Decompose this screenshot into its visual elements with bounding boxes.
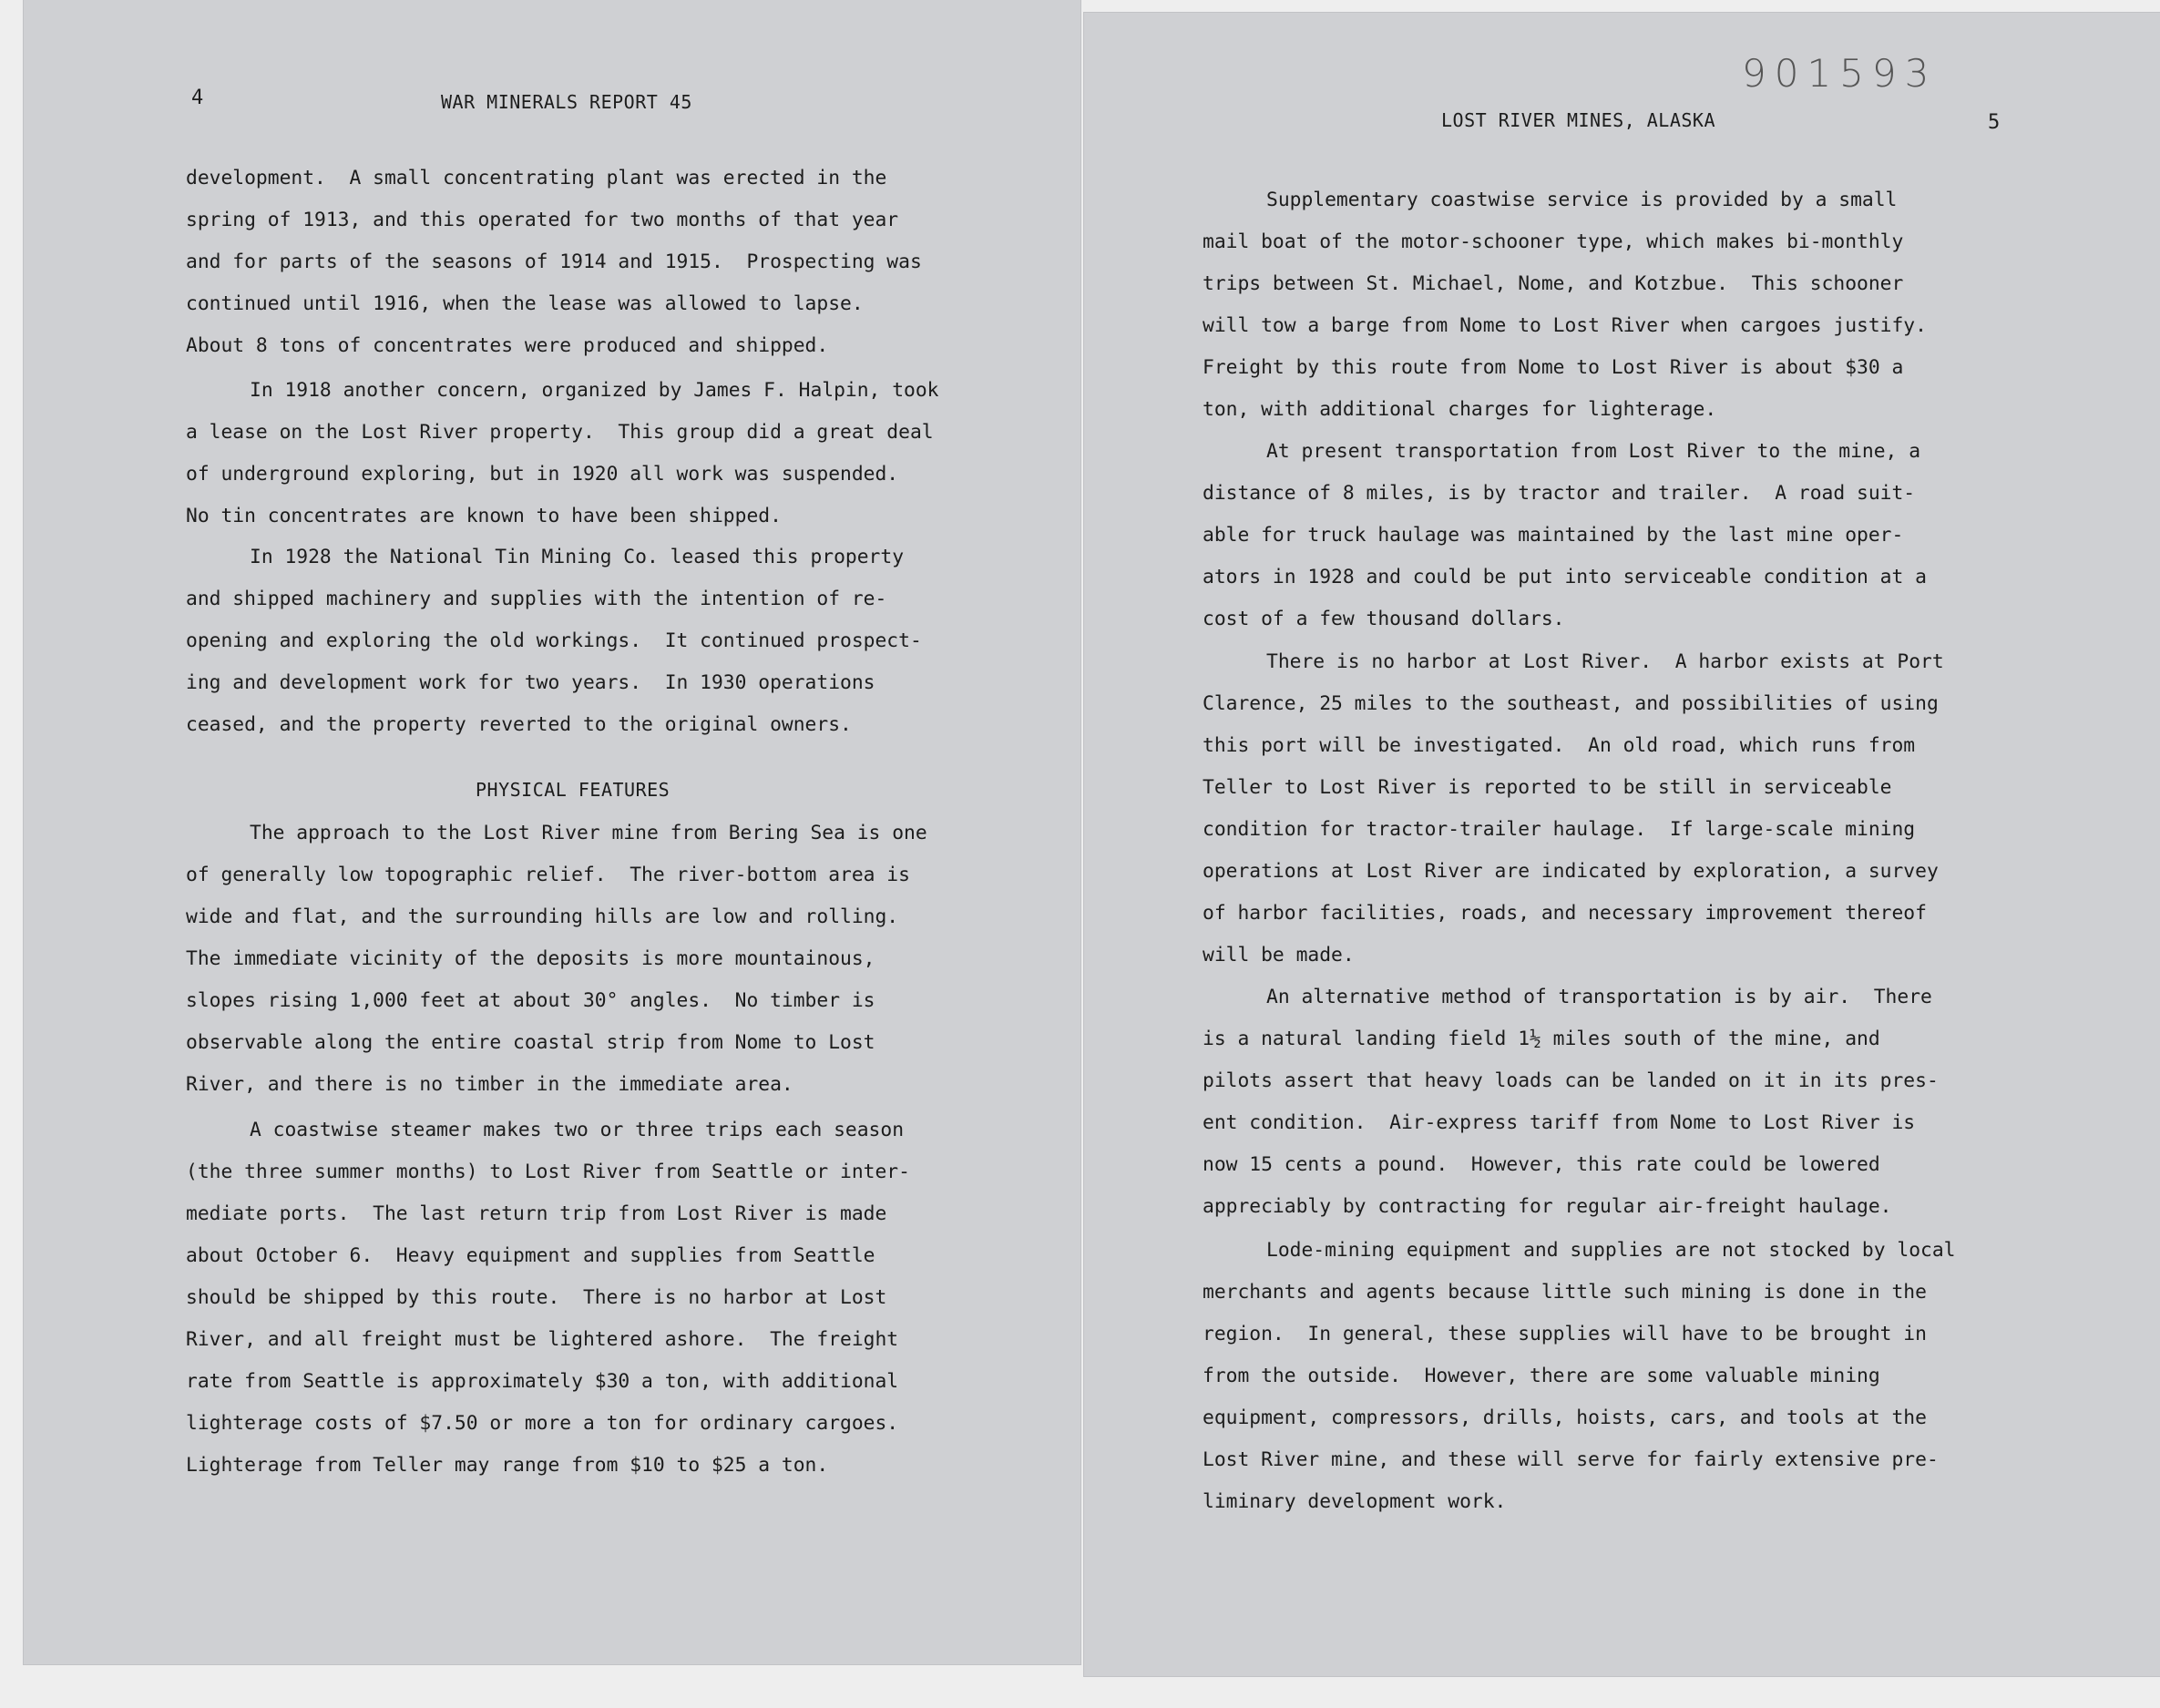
left-page [24,0,1080,1664]
running-head: WAR MINERALS REPORT 45 [441,91,692,113]
paragraph: In 1928 the National Tin Mining Co. leased this property and shipped machinery and supplies with the intention of re- opening and exploring the old workings. It continued prospect- ing and development work for two years. In 1930 operations ceased, and the property reverted to the original owners. [186,546,922,736]
paragraph: At present transportation from Lost River to the mine, a distance of 8 miles, is by tractor and trailer. A road suit- able for truck haulage was maintained by the last mine oper- ators in 1928 and could be put into serviceable condition at a cost of a few thousand dollars. [1203,440,1927,630]
page-number: 4 [191,87,204,109]
paragraph: development. A small concentrating plant was erected in the spring of 1913, and this operated for two months of that year and for parts of the seasons of 1914 and 1915. Prospecting was continued until 1916, when the lease was allowed to lapse. About 8 tons of concentrates were produced and shipped. [186,167,922,357]
paragraph: The approach to the Lost River mine from Bering Sea is one of generally low topographic relief. The river-bottom area is wide and flat, and the surrounding hills are low and rolling. The immediate vicinity of the deposits is more mountainous, slopes rising 1,000 feet at about 30° angles. No timber is observable along the entire coastal strip from Nome to Lost River, and there is no timber in the immediate area. [186,822,927,1096]
right-page [1084,13,2160,1676]
document-number: 901593 [1742,51,1938,96]
paragraph: There is no harbor at Lost River. A harbor exists at Port Clarence, 25 miles to the southeast, and possibilities of using this port will be investigated. An old road, which runs from Teller to Lost River is reported to be still in serviceable condition for tractor-trailer haulage. If large-scale mining operations at Lost River are indicated by exploration, a survey of harbor facilities, roads, and necessary improvement thereof will be made. [1203,650,1944,967]
section-heading: PHYSICAL FEATURES [476,779,671,801]
paragraph: A coastwise steamer makes two or three trips each season (the three summer months) to Lost River from Seattle or inter- mediate ports. The last return trip from Lost River is made about October 6. Heavy equipment and supplies from Seattle should be shipped by this route. There is no harbor at Lost River, and all freight must be lightered ashore. The freight rate from Seattle is approximately $30 a ton, with additional lighterage costs of $7.50 or more a ton for ordinary cargoes. Lighterage from Teller may range from $10 to $25 a ton. [186,1119,910,1477]
paragraph: Lode-mining equipment and supplies are not stocked by local merchants and agents because little such mining is done in the region. In general, these supplies will have to be brought in from the outside. However, there are some valuable mining equipment, compressors, drills, hoists, cars, and tools at the Lost River mine, and these will serve for fairly extensive pre- liminary development work. [1203,1239,1956,1513]
paragraph: In 1918 another concern, organized by James F. Halpin, took a lease on the Lost River property. This group did a great deal of underground exploring, but in 1920 all work was suspended. No tin concentrates are known to have been shipped. [186,379,939,527]
paragraph: An alternative method of transportation is by air. There is a natural landing field 1½ miles south of the mine, and pilots assert that heavy loads can be landed on it in its pres- ent condition. Air-express tariff from Nome to Lost River is now 15 cents a pound. However, this rate could be lowered appreciably by contracting for regular air-freight haulage. [1203,986,1939,1218]
paragraph: Supplementary coastwise service is provided by a small mail boat of the motor-schooner type, which makes bi-monthly trips between St. Michael, Nome, and Kotzbue. This schooner will tow a barge from Nome to Lost River when cargoes justify. Freight by this route from Nome to Lost River is about $30 a ton, with additional charges for lighterage. [1203,189,1927,421]
page-number: 5 [1988,111,2001,134]
running-head: LOST RIVER MINES, ALASKA [1441,109,1715,131]
